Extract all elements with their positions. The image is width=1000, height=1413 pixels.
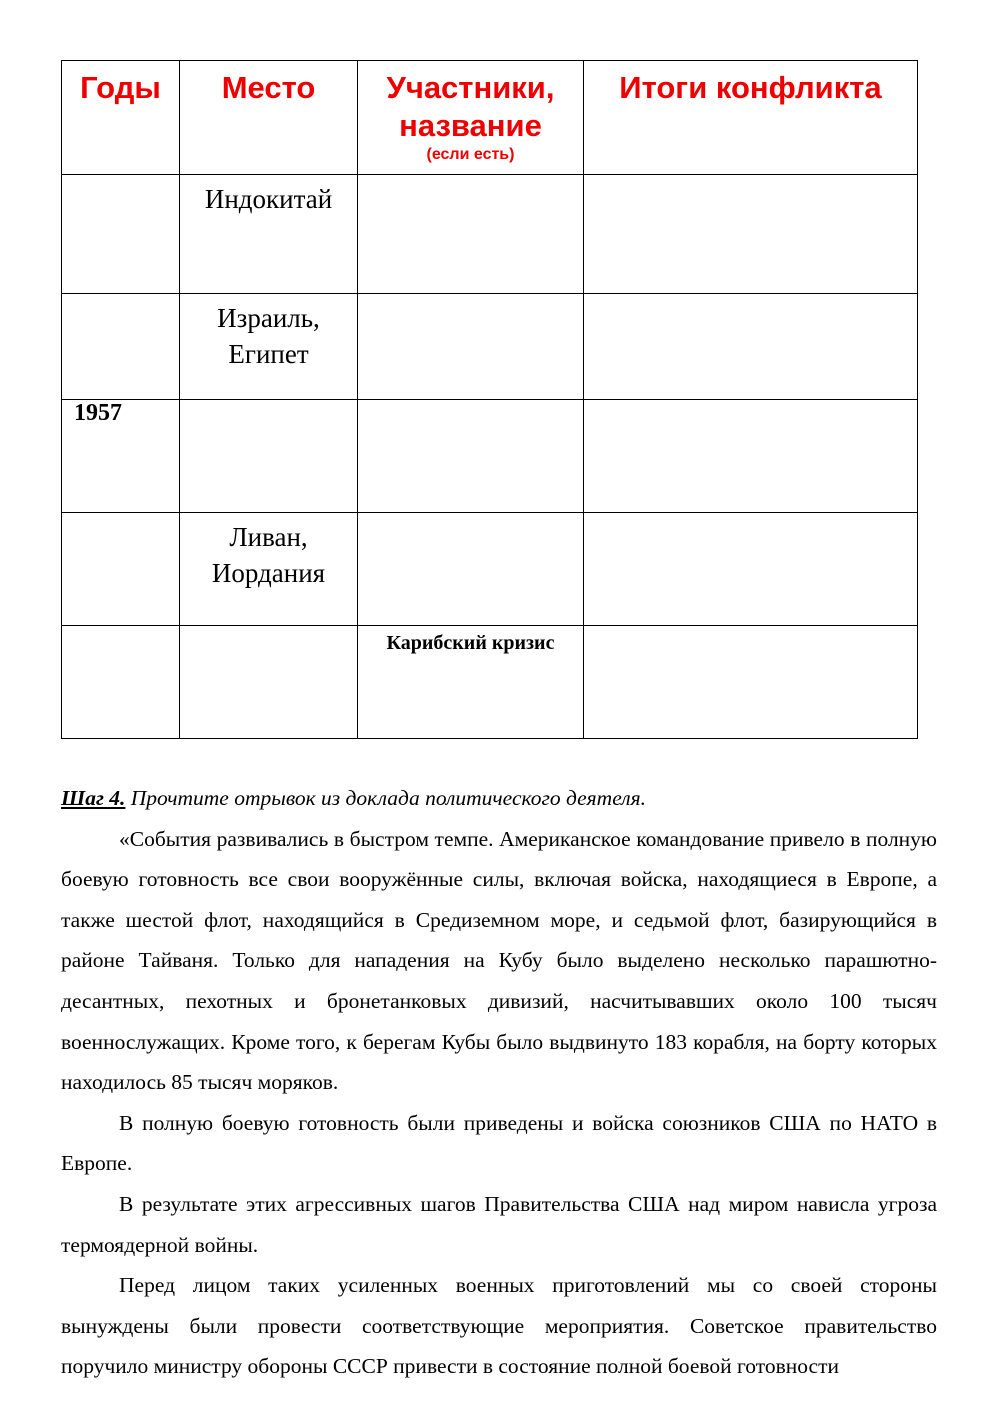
cell-year[interactable] [62, 513, 180, 626]
cell-participants: Карибский кризис [358, 626, 584, 739]
cell-place: Ливан, Иордания [180, 513, 358, 626]
cell-participants[interactable] [358, 513, 584, 626]
table-row [62, 175, 918, 294]
cell-year[interactable] [62, 294, 180, 400]
table-row [62, 626, 918, 739]
paragraph: Перед лицом таких усиленных военных приготовлений мы со своей стороны вынуждены были провести соответствующие мероприятия. Советское правительство поручило министру обороны СССР привести в состояние полной боевой готовности [61, 1273, 937, 1379]
cell-results[interactable] [584, 400, 918, 513]
paragraph: В полную боевую готовность были приведены и войска союзников США по НАТО в Европе. [61, 1110, 937, 1176]
document-text [61, 778, 937, 1387]
cell-results[interactable] [584, 513, 918, 626]
step-line [61, 778, 937, 819]
paragraph: В результате этих агрессивных шагов Правительства США над миром нависла угроза термоядерной войны. [61, 1191, 937, 1257]
cell-year[interactable] [62, 626, 180, 739]
table-row [62, 400, 918, 513]
cell-participants[interactable] [358, 175, 584, 294]
cell-results[interactable] [584, 175, 918, 294]
cell-participants[interactable] [358, 294, 584, 400]
cell-place[interactable] [180, 400, 358, 513]
header-years: Годы [62, 61, 180, 175]
table-row [62, 513, 918, 626]
step-label: Шаг 4. [61, 786, 126, 810]
cell-year: 1957 [62, 400, 180, 513]
cell-place[interactable] [180, 626, 358, 739]
cell-results[interactable] [584, 626, 918, 739]
cell-year[interactable] [62, 175, 180, 294]
cell-results[interactable] [584, 294, 918, 400]
header-results: Итоги конфликта [584, 61, 918, 175]
header-participants-label: Участники, название [386, 70, 555, 143]
paragraph: «События развивались в быстром темпе. Американское командование привело в полную боевую готовность все свои вооружённые силы, включая войска, находящиеся в Европе, а также шестой флот, находящийся в Средиземном море, и седьмой флот, базирующийся в районе Тайваня. Только для нападения на Кубу было выделено несколько парашютно-десантных, пехотных и бронетанковых дивизий, насчитывавших около 100 тысяч военнослужащих. Кроме того, к берегам Кубы было выдвинуто 183 корабля, на борту которых находилось 85 тысяч моряков. [61, 826, 937, 1095]
step-instruction: Прочтите отрывок из доклада политического деятеля. [130, 786, 646, 810]
header-participants [358, 61, 584, 175]
cell-participants[interactable] [358, 400, 584, 513]
cell-place: Израиль, Египет [180, 294, 358, 400]
table-row [62, 294, 918, 400]
header-place: Место [180, 61, 358, 175]
header-participants-note: (если есть) [426, 146, 515, 163]
cell-place: Индокитай [180, 175, 358, 294]
table-header-row [62, 61, 918, 175]
conflicts-table [61, 60, 918, 739]
